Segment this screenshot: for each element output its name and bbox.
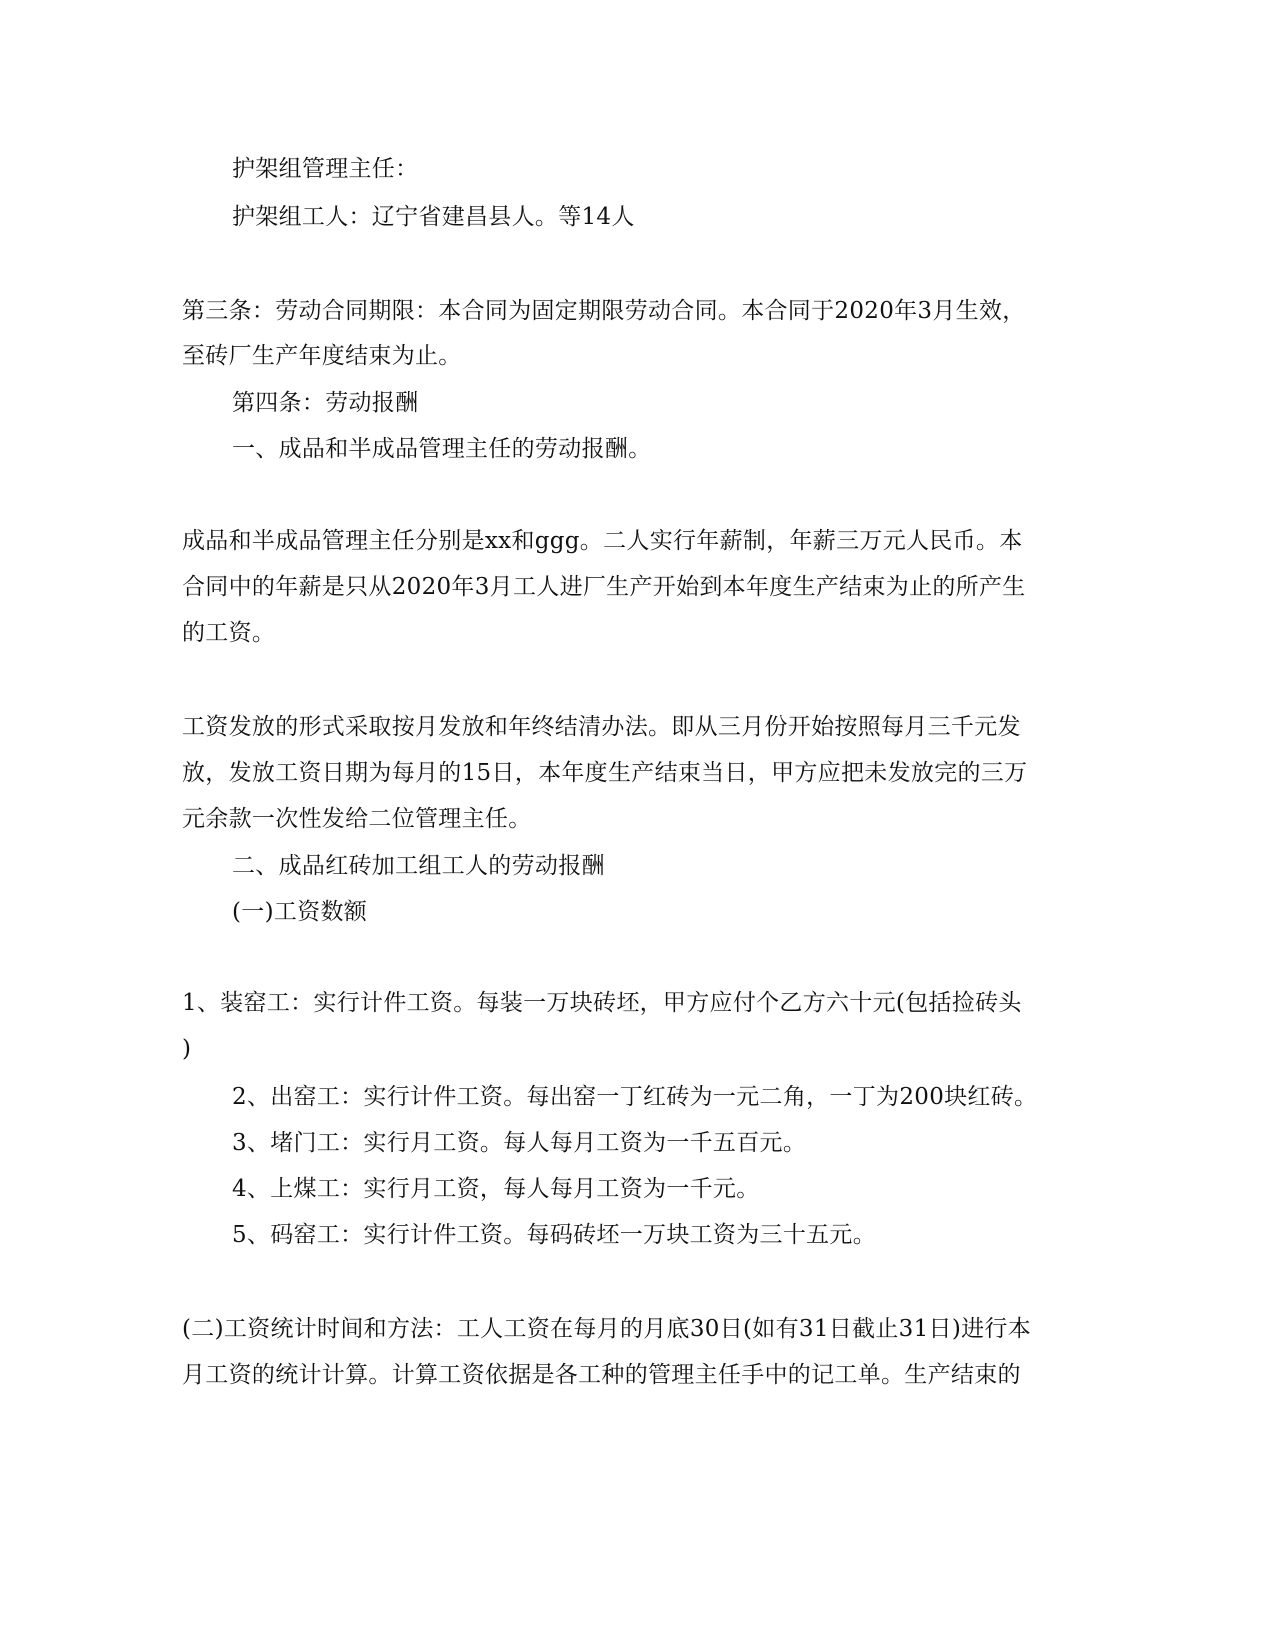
line-hujia-manager: 护架组管理主任： [232,156,419,182]
line-para2-b: 放，发放工资日期为每月的15日，本年度生产结束当日，甲方应把未发放完的三万 [182,760,1028,786]
line-item3: 3、堵门工：实行月工资。每人每月工资为一千五百元。 [232,1130,807,1156]
line-hujia-workers: 护架组工人：辽宁省建昌县人。等14人 [232,204,635,230]
line-article3-b: 至砖厂生产年度结束为止。 [182,343,462,369]
line-subsection1-heading: (一)工资数额 [232,899,368,925]
line-article4-heading: 第四条：劳动报酬 [232,390,419,416]
line-subsection2-a: (二)工资统计时间和方法：工人工资在每月的月底30日(如有31日截止31日)进行本 [182,1316,1031,1342]
line-item2: 2、出窑工：实行计件工资。每出窑一丁红砖为一元二角，一丁为200块红砖。 [232,1084,1038,1110]
line-item5: 5、码窑工：实行计件工资。每码砖坯一万块工资为三十五元。 [232,1222,877,1248]
line-para1-b: 合同中的年薪是只从2020年3月工人进厂生产开始到本年度生产结束为止的所产生 [182,574,1026,600]
line-para1-a: 成品和半成品管理主任分别是xx和ggg。二人实行年薪制，年薪三万元人民币。本 [182,528,1023,554]
line-para1-c: 的工资。 [182,620,276,646]
line-item1-a: 1、装窑工：实行计件工资。每装一万块砖坯，甲方应付个乙方六十元(包括捡砖头 [182,990,1022,1016]
line-para2-a: 工资发放的形式采取按月发放和年终结清办法。即从三月份开始按照每月三千元发 [182,714,1021,740]
line-item4: 4、上煤工：实行月工资，每人每月工资为一千元。 [232,1176,760,1202]
line-article3-a: 第三条：劳动合同期限：本合同为固定期限劳动合同。本合同于2020年3月生效， [182,298,1026,324]
line-section1-heading: 一、成品和半成品管理主任的劳动报酬。 [232,436,652,462]
line-subsection2-b: 月工资的统计计算。计算工资依据是各工种的管理主任手中的记工单。生产结束的 [182,1362,1021,1388]
line-item1-b: ) [182,1036,192,1062]
line-para2-c: 元余款一次性发给二位管理主任。 [182,806,532,832]
line-section2-heading: 二、成品红砖加工组工人的劳动报酬 [232,853,605,879]
